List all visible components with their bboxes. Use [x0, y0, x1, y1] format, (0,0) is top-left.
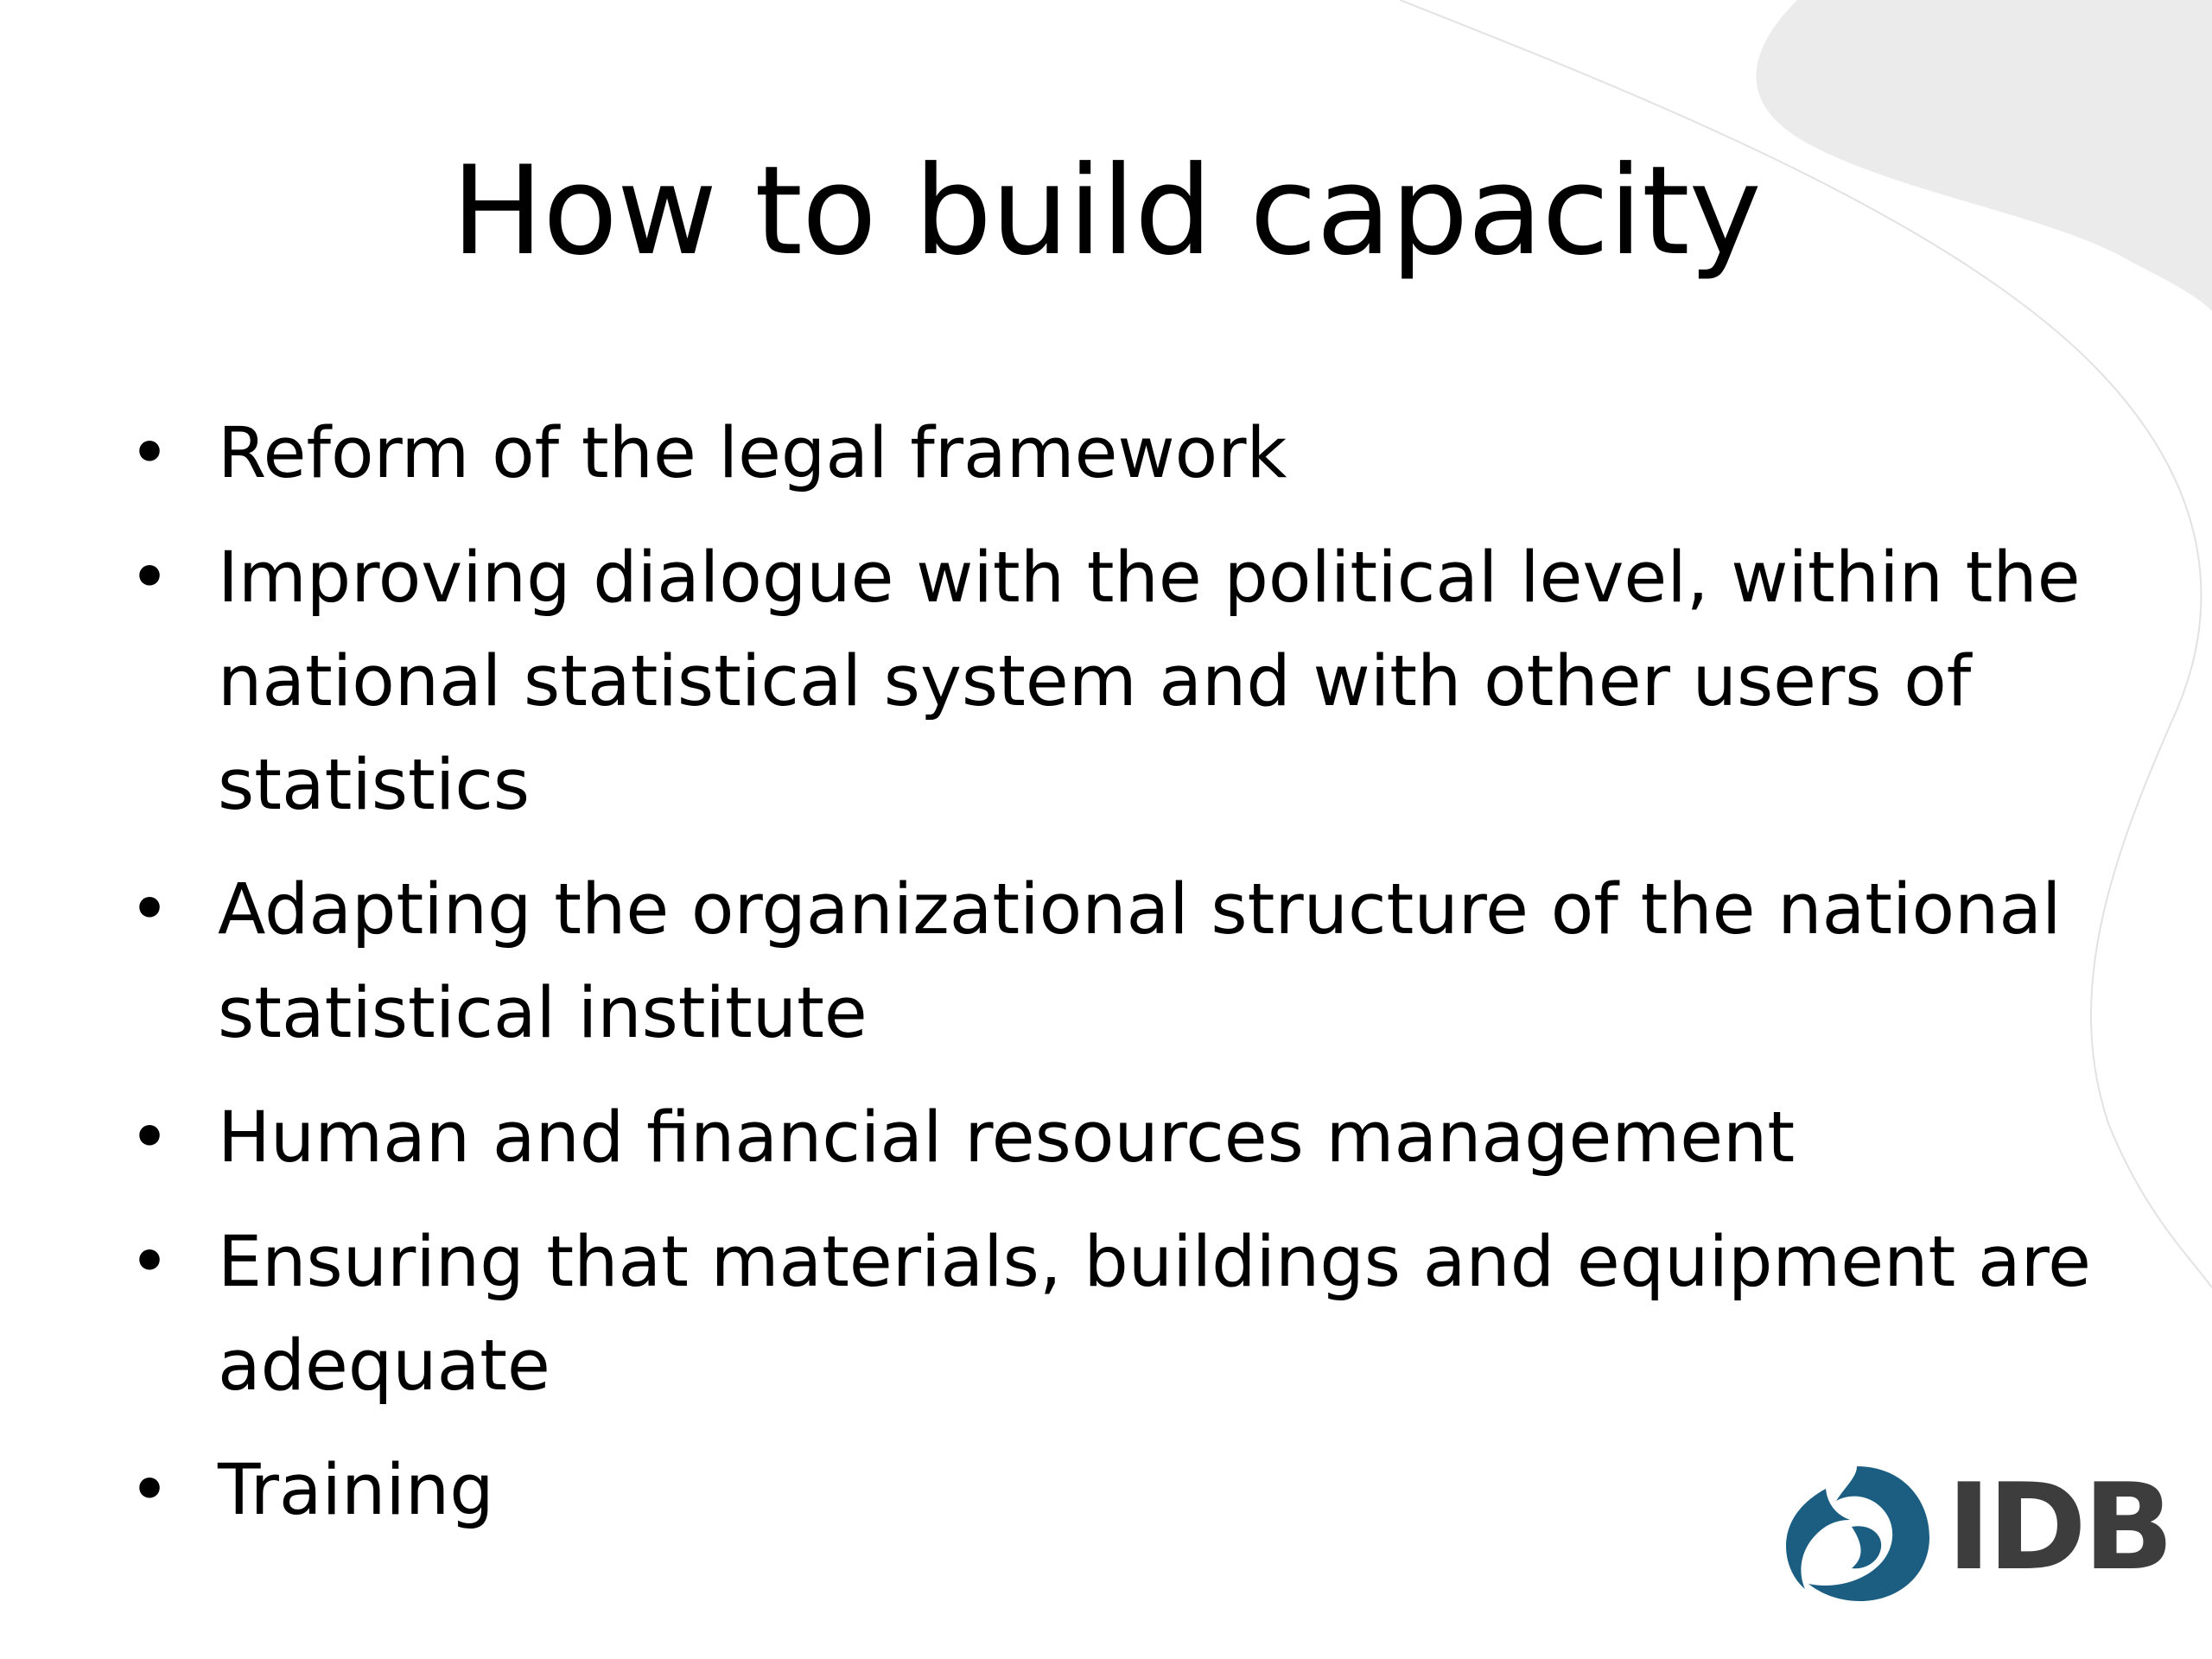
- bullet-item: • Ensuring that materials, buildings and equipment are adequate: [128, 1211, 2098, 1418]
- idb-logo-text: IDB: [1947, 1458, 2171, 1597]
- bullet-item: • Human and financial resources management: [128, 1086, 2098, 1190]
- bullet-item: • Adapting the organizational structure of the national statistical institute: [128, 858, 2098, 1065]
- bullet-list: [128, 402, 2098, 1563]
- slide-title: How to build capacity: [451, 140, 1761, 283]
- bullet-item: • Improving dialogue with the political level, within the national statistical system and with other users of statistics: [128, 526, 2098, 837]
- idb-globe-icon: [1783, 1463, 1931, 1603]
- idb-logo: [1776, 1456, 2171, 1603]
- bullet-item: • Reform of the legal framework: [128, 402, 2098, 505]
- bullet-item: • Training: [128, 1439, 2098, 1542]
